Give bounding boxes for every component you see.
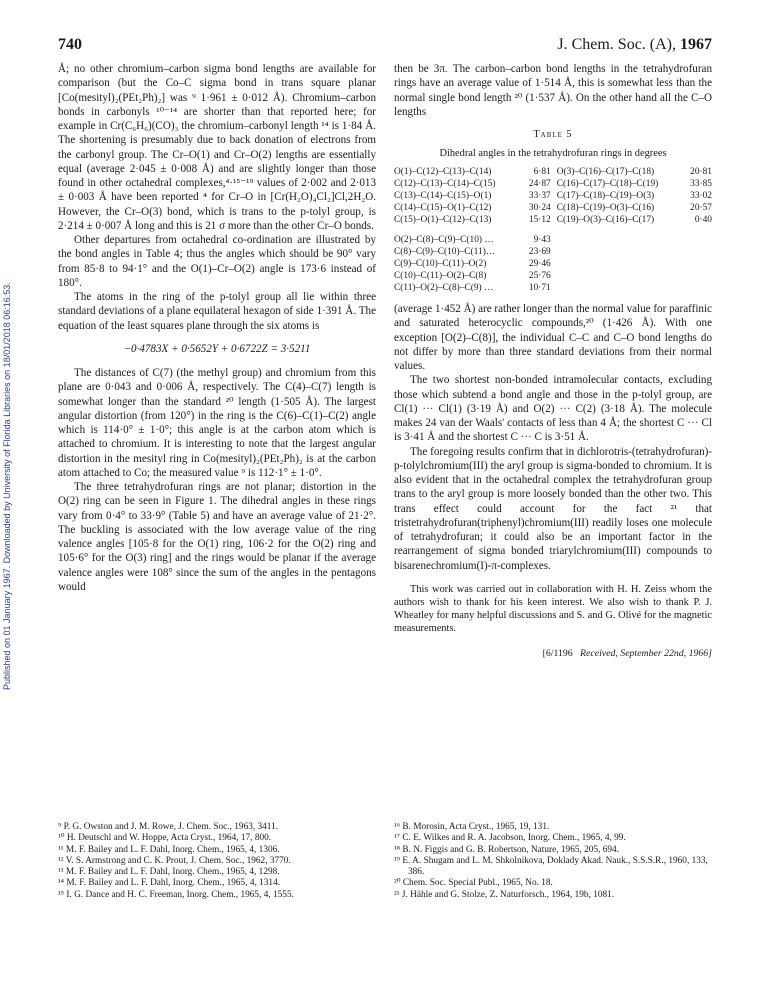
reference-entry: ¹⁸ B. N. Figgis and G. B. Robertson, Nature, 1965, 205, 694. — [394, 844, 620, 855]
journal-header — [557, 36, 712, 54]
angle-value: 33·85 — [690, 179, 712, 189]
paragraph: Å; no other chromium–carbon sigma bond lengths are available for comparison (but the Co–C sigma bond in trans square planar [Co(mesityl)₂(PEt₂Ph)₂] was ⁹ 1·961 ± 0·012 Å). Chromium–carbon bonds in carbonyls ¹⁰⁻¹⁴ are shorter than that reported here; for example in Cr(C₆H₆)(CO)₃ the chromium–carbonyl length ¹⁴ is 1·84 Å. The shortening is presumably due to back donation of electrons from the carbonyl group. The Cr–O(1) and Cr–O(2) lengths are essentially equal (average 2·045 ± 0·008 Å) and are slightly longer than those found in other octahedral complexes,⁴·¹⁵⁻¹⁹ values of 2·002 and 2·013 ± 0·003 Å have been reported ⁴ for Cr–O in [Cr(H₂O)₄Cl₂]Cl,2H₂O. However, the Cr–O(3) bond, which is trans to the p-tolyl group, is 2·214 ± 0·007 Å long and this is 21 σ more than the other Cr–O bonds. — [58, 63, 376, 232]
angle-atoms: O(3)–C(16)–C(17)–C(18) — [556, 167, 655, 177]
table-row — [394, 178, 712, 190]
table-spacer — [394, 226, 712, 234]
footnote-references-left — [58, 822, 376, 901]
manuscript-number: [6/1196 — [542, 647, 573, 659]
table-row — [394, 282, 712, 294]
angle-atoms: C(8)–C(9)–C(10)–C(11)… — [394, 247, 496, 257]
table-row — [394, 166, 712, 178]
angle-value: 33·02 — [690, 191, 712, 201]
table-row — [394, 270, 712, 282]
reference-entry: ¹⁷ C. E. Wilkes and R. A. Jacobson, Inorg. Chem., 1965, 4, 99. — [394, 833, 626, 844]
empty-cell — [557, 234, 685, 246]
reference-entry: ²⁰ Chem. Soc. Special Publ., 1965, No. 18. — [394, 878, 553, 889]
angle-atoms: O(1)–C(12)–C(13)–C(14) — [394, 167, 492, 177]
reference-entry: ¹⁴ M. F. Bailey and L. F. Dahl, Inorg. Chem., 1965, 4, 1314. — [58, 878, 281, 889]
angle-atoms: C(12)–C(13)–C(14)–C(15) — [394, 179, 496, 189]
angle-atoms: C(14)–C(15)–O(1)–C(12) — [394, 203, 492, 213]
paragraph: (average 1·452 Å) are rather longer than the normal value for paraffinic and saturated heterocyclic compounds,²⁰ (1·426 Å). With one exception [O(2)–C(8)], the individual C–C and C–O bond lengths do not differ by more than three standard deviations from their normal values. — [394, 303, 712, 372]
reference-entry: ¹² V. S. Armstrong and C. K. Prout, J. Chem. Soc., 1962, 3770. — [58, 855, 291, 866]
angle-atoms: C(15)–O(1)–C(12)–C(13) — [394, 215, 492, 225]
reference-entry: ⁹ P. G. Owston and J. M. Rowe, J. Chem. Soc., 1963, 3411. — [58, 822, 279, 832]
reference-entry: ¹³ M. F. Bailey and L. F. Dahl, Inorg. Chem., 1965, 4, 1298. — [58, 867, 280, 878]
reference-entry: ¹⁵ I. G. Dance and H. C. Freeman, Inorg. Chem., 1965, 4, 1555. — [58, 889, 294, 900]
empty-cell — [557, 246, 685, 258]
dihedral-angle-table — [394, 166, 712, 294]
empty-cell — [684, 282, 712, 294]
download-watermark — [2, 150, 16, 690]
angle-value: 33·37 — [528, 191, 551, 201]
reference-entry: ²¹ J. Hähle and G. Stolze, Z. Naturforsch., 1964, 19b, 1081. — [394, 889, 615, 900]
table-caption: Table 5 — [533, 129, 573, 140]
paragraph: The two shortest non-bonded intramolecular contacts, excluding those which subtend a bond angle and those in the p-tolyl group, are Cl(1) ··· Cl(1) (3·19 Å) and O(2) ··· C(2) (3·18 Å). The molecule makes 24 van der Waals' contacts of less than 4 Å; the shortest C ··· Cl is 3·41 Å and the shortest C ··· C is 3·51 Å. — [394, 374, 712, 444]
right-column — [394, 62, 712, 661]
page-number: 740 — [58, 36, 82, 53]
plane-equation: −0·4783X + 0·5652Y + 0·6722Z = 3·5211 — [123, 342, 311, 355]
angle-value: 23·69 — [528, 247, 551, 257]
reference-entry: ¹⁰ H. Deutschl and W. Hoppe, Acta Cryst., 1964, 17, 800. — [58, 833, 272, 844]
journal-name: J. Chem. Soc. (A), — [557, 36, 676, 53]
angle-value: 15·12 — [528, 215, 551, 225]
table-row — [394, 234, 712, 246]
table-row — [394, 202, 712, 214]
table-row — [394, 214, 712, 226]
reference-entry: ¹⁶ B. Morosin, Acta Cryst., 1965, 19, 131. — [394, 822, 550, 832]
empty-cell — [557, 270, 685, 282]
table-spacer-cell — [394, 226, 522, 234]
empty-cell — [684, 258, 712, 270]
footnote-references-right — [394, 822, 712, 901]
reference-entry: ¹⁹ E. A. Shugam and L. M. Shkolnikova, Doklady Akad. Nauk., S.S.S.R., 1960, 133, 386. — [394, 855, 708, 878]
paragraph: The atoms in the ring of the p-tolyl group all lie within three standard deviations of a plane equilateral hexagon of side 1·391 Å. The equation of the least squares plane through the six atoms is — [58, 291, 376, 332]
table-row — [394, 258, 712, 270]
angle-atoms: C(18)–C(19)–O(3)–C(16) — [556, 203, 655, 213]
received-line — [394, 647, 712, 661]
acknowledgement: This work was carried out in collaboration with H. H. Zeiss whom the authors wish to thank for his keen interest. We also wish to thank P. J. Wheatley for many helpful discussions and S. and G. Olivé for the magnetic measurements. — [394, 583, 712, 634]
table-row — [394, 246, 712, 258]
angle-value: 29·46 — [528, 259, 551, 269]
paragraph: The three tetrahydrofuran rings are not planar; distortion in the O(2) ring can be seen in Figure 1. The dihedral angles in these rings vary from 0·4° to 33·9° (Table 5) and have an average value of 21·2°. The buckling is associated with the low average value of the ring valence angles [105·8 for the O(1) ring, 106·2 for the O(2) ring and 105·6° for the O(3) ring] and the rings would be planar if the average valence angles were 108° since the sum of the angles in the pentagons would — [58, 481, 376, 593]
angle-atoms: O(2)–C(8)–C(9)–C(10) … — [394, 235, 494, 245]
angle-value: 20·57 — [690, 203, 712, 213]
reference-entry: ¹¹ M. F. Bailey and L. F. Dahl, Inorg. Chem., 1965, 4, 1306. — [58, 844, 280, 855]
paragraph: Other departures from octahedral co-ordination are illustrated by the bond angles in Table 4; thus the angles which should be 90° vary from 85·8 to 94·1° and the O(1)–Cr–O(2) angle is 173·6 instead of 180°. — [58, 234, 376, 289]
angle-value: 10·71 — [528, 283, 551, 293]
received-date: Received, September 22nd, 1966] — [580, 647, 712, 659]
empty-cell — [684, 246, 712, 258]
paragraph: The foregoing results confirm that in dichlorotris-(tetrahydrofuran)-p-tolylchromium(III) the aryl group is sigma-bonded to chromium. It is also evident that in the octahedral complex the tetrahydrofuran group trans to the aryl group is more loosely bonded than the other two. This trans effect could account for the fact ²¹ that tristetrahydrofuran(triphenyl)chromium(III) readily loses one molecule of tetrahydrofuran; it could also be an important factor in the rearrangement of sigma bonded triarylchromium(III) compounds to bisarenechromium(I)-π-complexes. — [394, 445, 712, 572]
angle-atoms: C(16)–C(17)–C(18)–C(19) — [556, 179, 659, 189]
left-column — [58, 62, 376, 594]
download-notice: Published on 01 January 1967. Downloaded by University of Florida Libraries on 18/01/2018 06:16:53. — [2, 282, 12, 690]
angle-atoms: C(9)–C(10)–C(11)–O(2) — [394, 259, 487, 269]
angle-value: 9·43 — [533, 235, 551, 245]
angle-value: 6·81 — [533, 167, 551, 177]
angle-value: 30·24 — [528, 203, 551, 213]
angle-atoms: C(13)–C(14)–C(15)–O(1) — [394, 191, 492, 201]
table-title: Dihedral angles in the tetrahydrofuran rings in degrees — [439, 148, 667, 159]
angle-atoms: C(17)–C(18)–C(19)–O(3) — [556, 191, 655, 201]
angle-value: 25·76 — [528, 271, 551, 281]
journal-year: 1967 — [680, 36, 712, 53]
empty-cell — [684, 270, 712, 282]
empty-cell — [557, 258, 685, 270]
paragraph: The distances of C(7) (the methyl group) and chromium from this plane are 0·043 and 0·006 Å, respectively. The C(4)–C(7) length is somewhat longer than the standard ²⁰ length (1·505 Å). The largest angular distortion (from 120°) in the ring is the C(6)–C(1)–C(2) angle which is 114·0° ± 1·0°; this angle is at the carbon atom which is attached to chromium. It is interesting to note that the largest angular distortion in the mesityl ring in Co(mesityl)₂(PEt₂Ph)₂ is at the carbon atom attached to Co; the measured value ⁹ is 112·1° ± 1·0°. — [58, 367, 376, 479]
empty-cell — [684, 234, 712, 246]
empty-cell — [557, 282, 685, 294]
angle-atoms: C(10)–C(11)–O(2)–C(8) — [394, 271, 487, 281]
paragraph: then be 3π. The carbon–carbon bond lengths in the tetrahydrofuran rings have an average value of 1·514 Å, this is somewhat less than the normal single bond length ²⁰ (1·537 Å). On the other hand all the C–O lengths — [394, 63, 712, 118]
angle-value: 0·40 — [694, 215, 712, 225]
table-5 — [394, 129, 712, 294]
angle-atoms: C(19)–O(3)–C(16)–C(17) — [556, 215, 655, 225]
angle-value: 20·81 — [690, 167, 712, 177]
angle-atoms: C(11)–O(2)–C(8)–C(9) … — [394, 283, 494, 293]
angle-value: 24·87 — [528, 179, 551, 189]
table-row — [394, 190, 712, 202]
